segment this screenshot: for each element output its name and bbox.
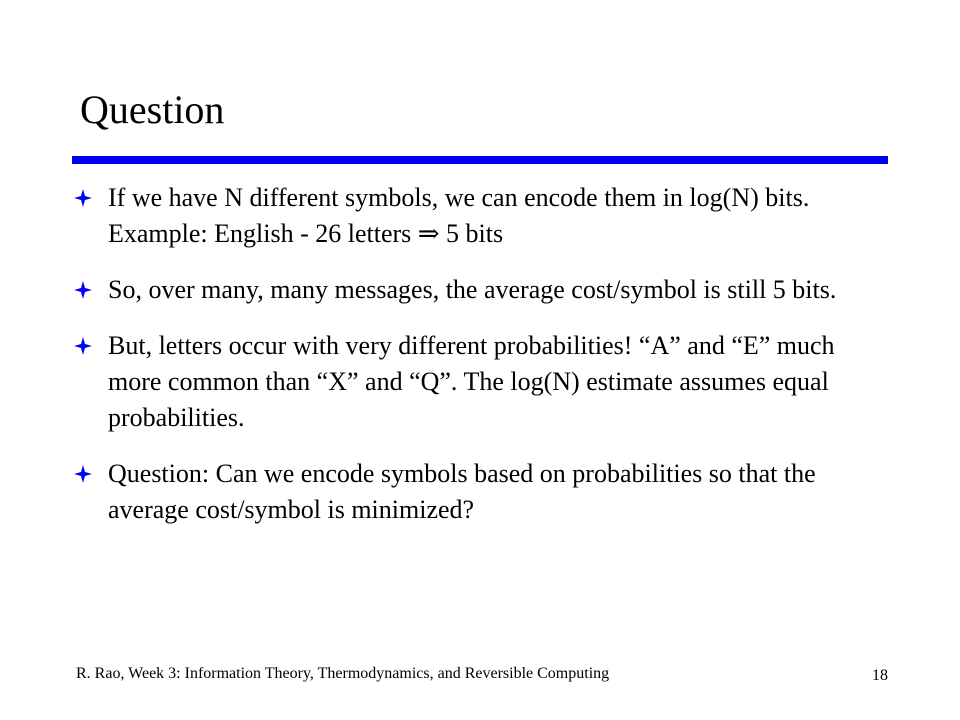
title-underline	[72, 156, 888, 164]
footer-course-info: R. Rao, Week 3: Information Theory, Thermodynamics, and Reversible Computing	[76, 665, 610, 682]
bullet-item	[72, 272, 892, 308]
four-point-star-icon	[74, 281, 92, 299]
bullet-text: Question: Can we encode symbols based on probabilities so that the average cost/symbol is minimized?	[108, 459, 816, 524]
slide-title: Question	[80, 87, 225, 132]
four-point-star-icon	[74, 337, 92, 355]
bullet-list	[72, 180, 892, 548]
bullet-item	[72, 180, 892, 252]
bullet-text: But, letters occur with very different probabilities! “A” and “E” much more common than “X” and “Q”. The log(N) estimate assumes equal probabilities.	[108, 331, 835, 432]
bullet-item	[72, 328, 892, 436]
four-point-star-icon	[74, 189, 92, 207]
four-point-star-icon	[74, 465, 92, 483]
bullet-text: If we have N different symbols, we can encode them in log(N) bits. Example: English - 26 letters ⇒ 5 bits	[108, 183, 810, 248]
page-number: 18	[872, 667, 888, 684]
bullet-text: So, over many, many messages, the average cost/symbol is still 5 bits.	[108, 275, 837, 304]
bullet-item	[72, 456, 892, 528]
